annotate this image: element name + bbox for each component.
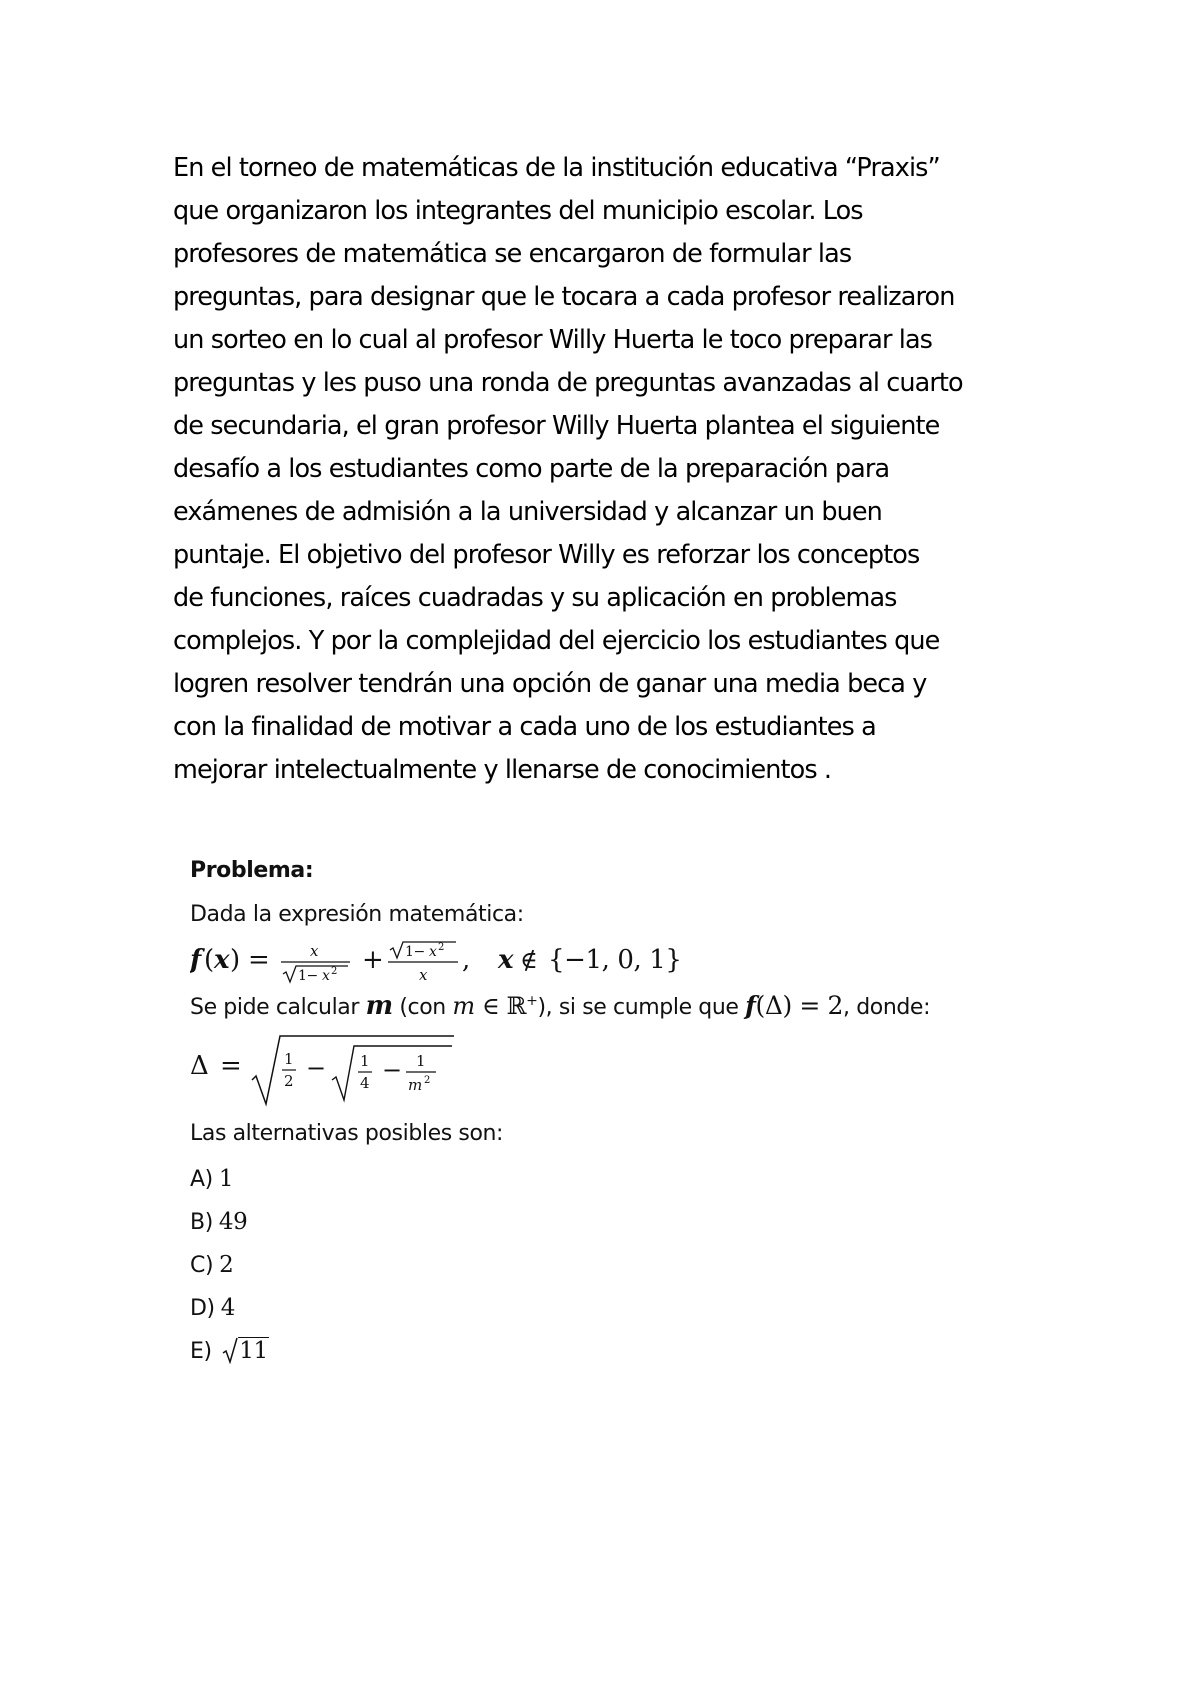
function-formula (190, 938, 710, 988)
delta-formula (190, 1030, 490, 1110)
alternative-a (190, 1164, 269, 1207)
svg-text:−: − (306, 1054, 326, 1082)
alternative-letter: C) (190, 1253, 214, 1278)
alternative-letter: B) (190, 1210, 213, 1235)
svg-text:=: = (220, 1051, 242, 1081)
alternatives-label: Las alternativas posibles son: (190, 1121, 504, 1146)
intro-line: preguntas y les puso una ronda de preguntas avanzadas al cuarto (173, 368, 963, 398)
intro-line: logren resolver tendrán una opción de ganar una media beca y (173, 669, 927, 699)
alternative-letter: A) (190, 1167, 213, 1192)
intro-line: puntaje. El objetivo del profesor Willy es reforzar los conceptos (173, 540, 920, 570)
svg-text:4: 4 (360, 1074, 370, 1092)
intro-line: que organizaron los integrantes del municipio escolar. Los (173, 196, 863, 226)
intro-line: mejorar intelectualmente y llenarse de conocimientos . (173, 755, 832, 785)
intro-paragraph (173, 147, 1053, 792)
alternative-value: 49 (218, 1209, 248, 1235)
intro-line: con la finalidad de motivar a cada uno de los estudiantes a (173, 712, 876, 742)
alternative-e (190, 1336, 269, 1379)
sqrt-radicand: 11 (239, 1338, 268, 1364)
svg-text:Δ: Δ (190, 1051, 209, 1081)
svg-text:=: = (248, 945, 270, 975)
svg-text:2: 2 (438, 942, 444, 953)
svg-text:1: 1 (360, 1052, 370, 1070)
var-m: m (365, 991, 393, 1021)
intro-line: desafío a los estudiantes como parte de la preparación para (173, 454, 890, 484)
sqrt-value (222, 1338, 268, 1364)
condition-m-positive-reals: m ∈ ℝ+ (452, 992, 538, 1020)
problem-given-text: Dada la expresión matemática: (190, 902, 524, 927)
alternative-value: 4 (220, 1295, 235, 1321)
problem-question (190, 991, 930, 1021)
svg-text:2: 2 (424, 1075, 430, 1086)
svg-text:1: 1 (416, 1052, 426, 1070)
svg-text:x: x (419, 966, 428, 984)
svg-text:x: x (429, 944, 437, 960)
svg-text:2: 2 (284, 1072, 294, 1090)
alternatives-list (190, 1164, 269, 1379)
svg-text:): ) (230, 945, 240, 975)
svg-text:f: f (190, 945, 201, 975)
svg-text:∉: ∉ (520, 946, 538, 974)
svg-text:m: m (408, 1076, 422, 1094)
svg-text:x: x (310, 942, 319, 960)
svg-text:{−1, 0, 1}: {−1, 0, 1} (548, 945, 682, 975)
svg-text:x: x (214, 945, 230, 975)
problem-title: Problema: (190, 858, 314, 883)
intro-line: de funciones, raíces cuadradas y su aplicación en problemas (173, 583, 897, 613)
svg-text:1: 1 (284, 1050, 294, 1068)
condition-f-delta: f(Δ) = 2 (745, 991, 844, 1020)
sqrt-radical-icon (222, 1336, 238, 1364)
intro-line: complejos. Y por la complejidad del ejercicio los estudiantes que (173, 626, 940, 656)
alternative-letter: E) (190, 1339, 212, 1364)
ask-mid: ), si se cumple que (537, 995, 739, 1020)
svg-text:+: + (362, 945, 384, 975)
ask-con: (con (399, 995, 446, 1020)
alternative-value: 1 (218, 1166, 234, 1192)
ask-prefix: Se pide calcular (190, 995, 360, 1020)
svg-text:−: − (382, 1056, 402, 1084)
intro-line: profesores de matemática se encargaron de formular las (173, 239, 852, 269)
intro-line: un sorteo en lo cual al profesor Willy Huerta le toco preparar las (173, 325, 933, 355)
alternative-d (190, 1293, 269, 1336)
svg-text:(: ( (204, 945, 214, 975)
intro-line: exámenes de admisión a la universidad y alcanzar un buen (173, 497, 882, 527)
intro-line: preguntas, para designar que le tocara a cada profesor realizaron (173, 282, 955, 312)
alternative-letter: D) (190, 1296, 215, 1321)
alternative-value: 2 (219, 1252, 234, 1278)
svg-text:1−: 1− (405, 944, 425, 960)
svg-text:x: x (498, 945, 514, 975)
intro-line: de secundaria, el gran profesor Willy Huerta plantea el siguiente (173, 411, 940, 441)
svg-text:,: , (462, 945, 470, 975)
ask-suffix: , donde: (843, 995, 931, 1020)
svg-text:2: 2 (331, 966, 337, 977)
svg-text:1−: 1− (298, 968, 318, 984)
intro-line: En el torneo de matemáticas de la institución educativa “Praxis” (173, 153, 940, 183)
alternative-c (190, 1250, 269, 1293)
alternative-b (190, 1207, 269, 1250)
svg-text:x: x (322, 968, 330, 984)
